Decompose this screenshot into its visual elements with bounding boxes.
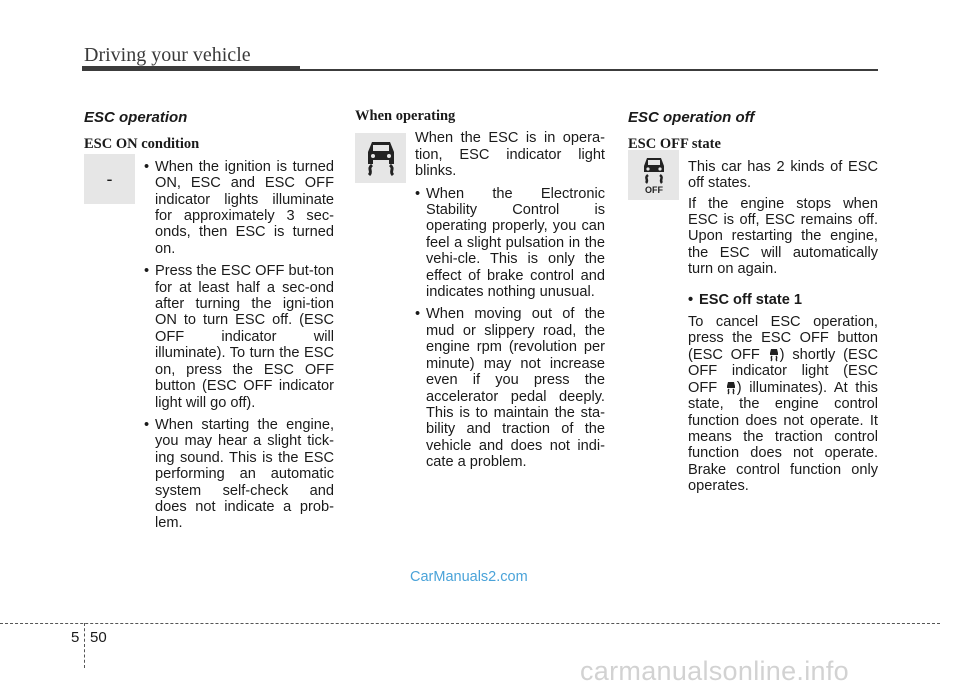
- column-esc-operation-off: [628, 108, 878, 495]
- chapter-number: 5: [71, 629, 80, 646]
- dash-placeholder-icon: -: [106, 168, 113, 189]
- section-heading: ESC operation: [84, 109, 188, 126]
- text-segment: To cancel ESC operation, press the ESC OFF button (ESC OFF: [688, 314, 878, 363]
- subheading: ESC OFF state: [628, 136, 721, 153]
- list-item: • When moving out of the mud or slippery road, the engine rpm (revolution per minute) may not increase even if you press the accelerator pedal deeply. This is to maintain the sta-bility and traction of the vehicle and does not indi-cate a problem.: [415, 306, 605, 470]
- intro-text: When the ESC is in opera-tion, ESC indicator light blinks.: [415, 130, 605, 180]
- watermark-link[interactable]: CarManuals2.com: [410, 569, 528, 585]
- list-item-title: • ESC off state 1: [688, 292, 878, 308]
- paragraph: If the engine stops when ESC is off, ESC remains off. Upon restarting the engine, the ESC will automatically turn on again.: [688, 195, 878, 278]
- list-item: • When starting the engine, you may hear a slight tick-ing sound. This is the ESC performing an automatic system self-check and does not indicate a prob-lem.: [144, 417, 334, 532]
- subheading: When operating: [355, 108, 456, 124]
- list-item: • When the ignition is turned ON, ESC and ESC OFF indicator lights illuminate for approximately 3 sec-onds, then ESC is turned on.: [144, 159, 334, 257]
- text-segment: ) shortly (ESC OFF indicator light (ESC OFF: [688, 346, 878, 396]
- esc-off-state1-text: [688, 314, 878, 494]
- column-esc-operation: [84, 108, 334, 538]
- paragraph: This car has 2 kinds of ESC off states.: [688, 158, 878, 192]
- column-when-operating: [355, 108, 605, 477]
- esc-off-inline-icon: [768, 348, 780, 362]
- off-label: OFF: [644, 185, 663, 195]
- text-segment: ) illuminates). At this state, the engine control function does not operate. It means the traction control function does not operate. Brake control function only operates.: [688, 379, 878, 495]
- header-rule-thin: [300, 69, 878, 71]
- header-rule-thick: [82, 66, 300, 71]
- section-heading: ESC operation off: [628, 109, 755, 126]
- footer-vertical-divider: [84, 623, 85, 668]
- esc-off-inline-icon: [725, 381, 737, 395]
- page-number: 50: [90, 629, 107, 646]
- footer-divider: [0, 623, 940, 624]
- watermark-text: carmanualsonline.info: [580, 656, 849, 686]
- subheading: ESC ON condition: [84, 136, 200, 153]
- list-item: • Press the ESC OFF but-ton for at least half a sec-ond after turning the igni-tion ON to turn ESC off. (ESC OFF indicator will illuminate). To turn the ESC on, press the ESC OFF button (ESC OFF indicator light will go off).: [144, 263, 334, 411]
- list-item: • When the Electronic Stability Control is operating properly, you can feel a slight pulsation in the vehi-cle. This is only the effect of brake control and indicates nothing unusual.: [415, 186, 605, 301]
- page-section-title: Driving your vehicle: [84, 44, 251, 66]
